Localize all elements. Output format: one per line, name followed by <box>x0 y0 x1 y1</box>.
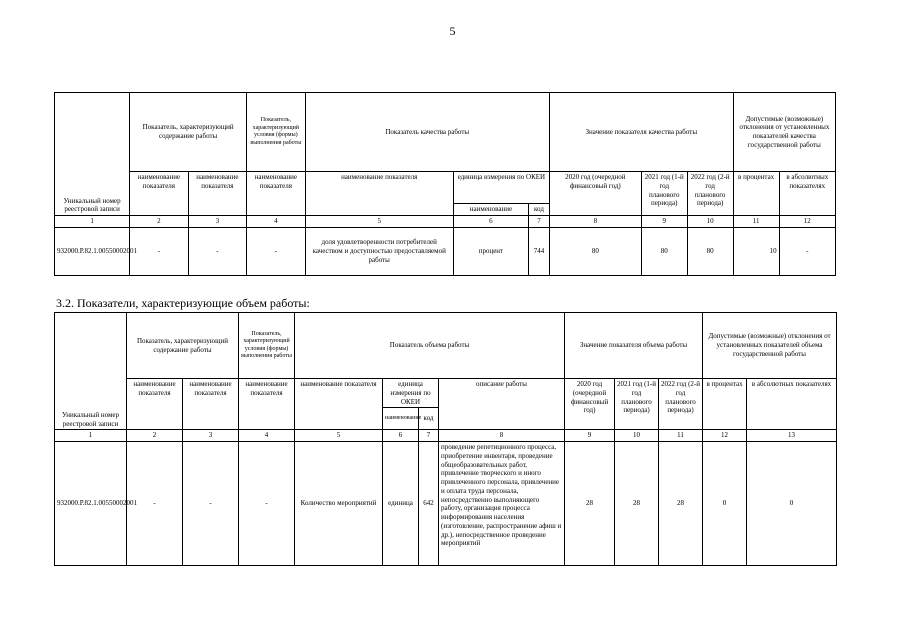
header-year-2021: 2021 год (1-й год планового периода) <box>615 379 659 430</box>
header-quality-name: наименование показателя <box>305 172 453 216</box>
column-number: 1 <box>55 216 130 228</box>
header-year-2022: 2022 год (2-й год планового периода) <box>687 172 733 216</box>
header-okei-name: наименование <box>383 408 419 430</box>
column-number: 7 <box>529 216 550 228</box>
column-number: 11 <box>733 216 779 228</box>
column-number: 13 <box>747 430 837 442</box>
column-number: 6 <box>453 216 528 228</box>
unit-code: 744 <box>529 227 550 275</box>
column-number: 4 <box>239 430 295 442</box>
value-2020: 80 <box>549 227 641 275</box>
header-year-2022: 2022 год (2-й год планового периода) <box>659 379 703 430</box>
unit-name: единица <box>383 442 419 566</box>
header-volume-name: наименование показателя <box>295 379 383 430</box>
header-percent: в процентах <box>733 172 779 216</box>
column-number: 2 <box>130 216 188 228</box>
registry-number: 932000.Р.82.1.00550002001 <box>55 442 127 566</box>
column-number: 6 <box>383 430 419 442</box>
volume-indicator: Количество мероприятий <box>295 442 383 566</box>
header-quality: Показатель качества работы <box>305 93 549 172</box>
deviation-percent: 0 <box>703 442 747 566</box>
volume-indicators-table <box>54 312 837 566</box>
header-deviation: Допустимые (возможные) отклонения от установленных показателей объема государственной работы <box>703 313 837 379</box>
header-registry: Уникальный номер реестровой записи <box>55 93 130 216</box>
unit-code: 642 <box>419 442 439 566</box>
header-year-2020: 2020 год (очередной финансовый год) <box>549 172 641 216</box>
condition-value: - <box>239 442 295 566</box>
header-okei-code: код <box>419 408 439 430</box>
table-row <box>55 227 836 275</box>
header-content: Показатель, характеризующий содержание работы <box>130 93 247 172</box>
column-number: 9 <box>565 430 615 442</box>
header-values: Значение показателя объема работы <box>565 313 703 379</box>
column-number: 1 <box>55 430 127 442</box>
section-title: 3.2. Показатели, характеризующие объем работы: <box>56 296 310 310</box>
header-indicator-name-2: наименование показателя <box>183 379 239 430</box>
header-volume: Показатель объема работы <box>295 313 565 379</box>
column-number: 2 <box>127 430 183 442</box>
content-value-2: - <box>188 227 246 275</box>
header-okei-name: наименование <box>453 204 528 216</box>
column-number: 4 <box>247 216 305 228</box>
value-2022: 80 <box>687 227 733 275</box>
column-number: 12 <box>779 216 835 228</box>
header-percent: в процентах <box>703 379 747 430</box>
header-absolute: в абсолютных показателях <box>779 172 835 216</box>
quality-indicators-table <box>54 92 836 276</box>
column-number: 9 <box>641 216 687 228</box>
column-number: 12 <box>703 430 747 442</box>
column-number: 7 <box>419 430 439 442</box>
header-deviation: Допустимые (возможные) отклонения от установленных показателей качества государственной работы <box>733 93 835 172</box>
column-number: 3 <box>183 430 239 442</box>
header-indicator-name-3: наименование показателя <box>239 379 295 430</box>
table-row <box>55 442 837 566</box>
header-indicator-name-2: наименование показателя <box>188 172 246 216</box>
header-conditions: Показатель, характеризующий условия (формы) выполнения работы <box>239 313 295 379</box>
column-number: 5 <box>295 430 383 442</box>
column-number: 10 <box>615 430 659 442</box>
unit-name: процент <box>453 227 528 275</box>
value-2020: 28 <box>565 442 615 566</box>
column-number: 8 <box>549 216 641 228</box>
header-conditions: Показатель, характеризующий условия (формы) выполнения работы <box>247 93 305 172</box>
header-registry: Уникальный номер реестровой записи <box>55 313 127 430</box>
header-description: описание работы <box>439 379 565 430</box>
value-2021: 28 <box>615 442 659 566</box>
value-2022: 28 <box>659 442 703 566</box>
deviation-absolute: - <box>779 227 835 275</box>
quality-indicator: доля удовлетворенности потребителей качеством и доступностью предоставляемой работы <box>305 227 453 275</box>
column-number: 8 <box>439 430 565 442</box>
header-content: Показатель, характеризующий содержание работы <box>127 313 239 379</box>
column-number: 10 <box>687 216 733 228</box>
content-value-1: - <box>130 227 188 275</box>
registry-number: 932000.Р.82.1.00550002001 <box>55 227 130 275</box>
header-okei: единица измерения по ОКЕИ <box>383 379 439 408</box>
header-okei-code: код <box>529 204 550 216</box>
content-value-2: - <box>183 442 239 566</box>
value-2021: 80 <box>641 227 687 275</box>
column-number: 3 <box>188 216 246 228</box>
header-values: Значение показателя качества работы <box>549 93 733 172</box>
column-number: 11 <box>659 430 703 442</box>
deviation-absolute: 0 <box>747 442 837 566</box>
header-year-2021: 2021 год (1-й год планового периода) <box>641 172 687 216</box>
column-number: 5 <box>305 216 453 228</box>
header-year-2020: 2020 год (очередной финансовый год) <box>565 379 615 430</box>
header-okei: единица измерения по ОКЕИ <box>453 172 549 204</box>
page-number: 5 <box>449 24 456 38</box>
header-indicator-name-3: наименование показателя <box>247 172 305 216</box>
deviation-percent: 10 <box>733 227 779 275</box>
header-indicator-name-1: наименование показателя <box>130 172 188 216</box>
header-indicator-name-1: наименование показателя <box>127 379 183 430</box>
content-value-1: - <box>127 442 183 566</box>
condition-value: - <box>247 227 305 275</box>
work-description: проведение репетиционного процесса, приобретение инвентаря, проведение общеобразовательных работ, привлечение творческого и иного привлеченного персонала, привлечение и оплата труда персонала, непосредственно выполняющего работу, организация процесса информирования населения (изготовление, распространение афиш и др.), непосредственное проведение мероприятий <box>439 442 565 566</box>
header-absolute: в абсолютных показателях <box>747 379 837 430</box>
